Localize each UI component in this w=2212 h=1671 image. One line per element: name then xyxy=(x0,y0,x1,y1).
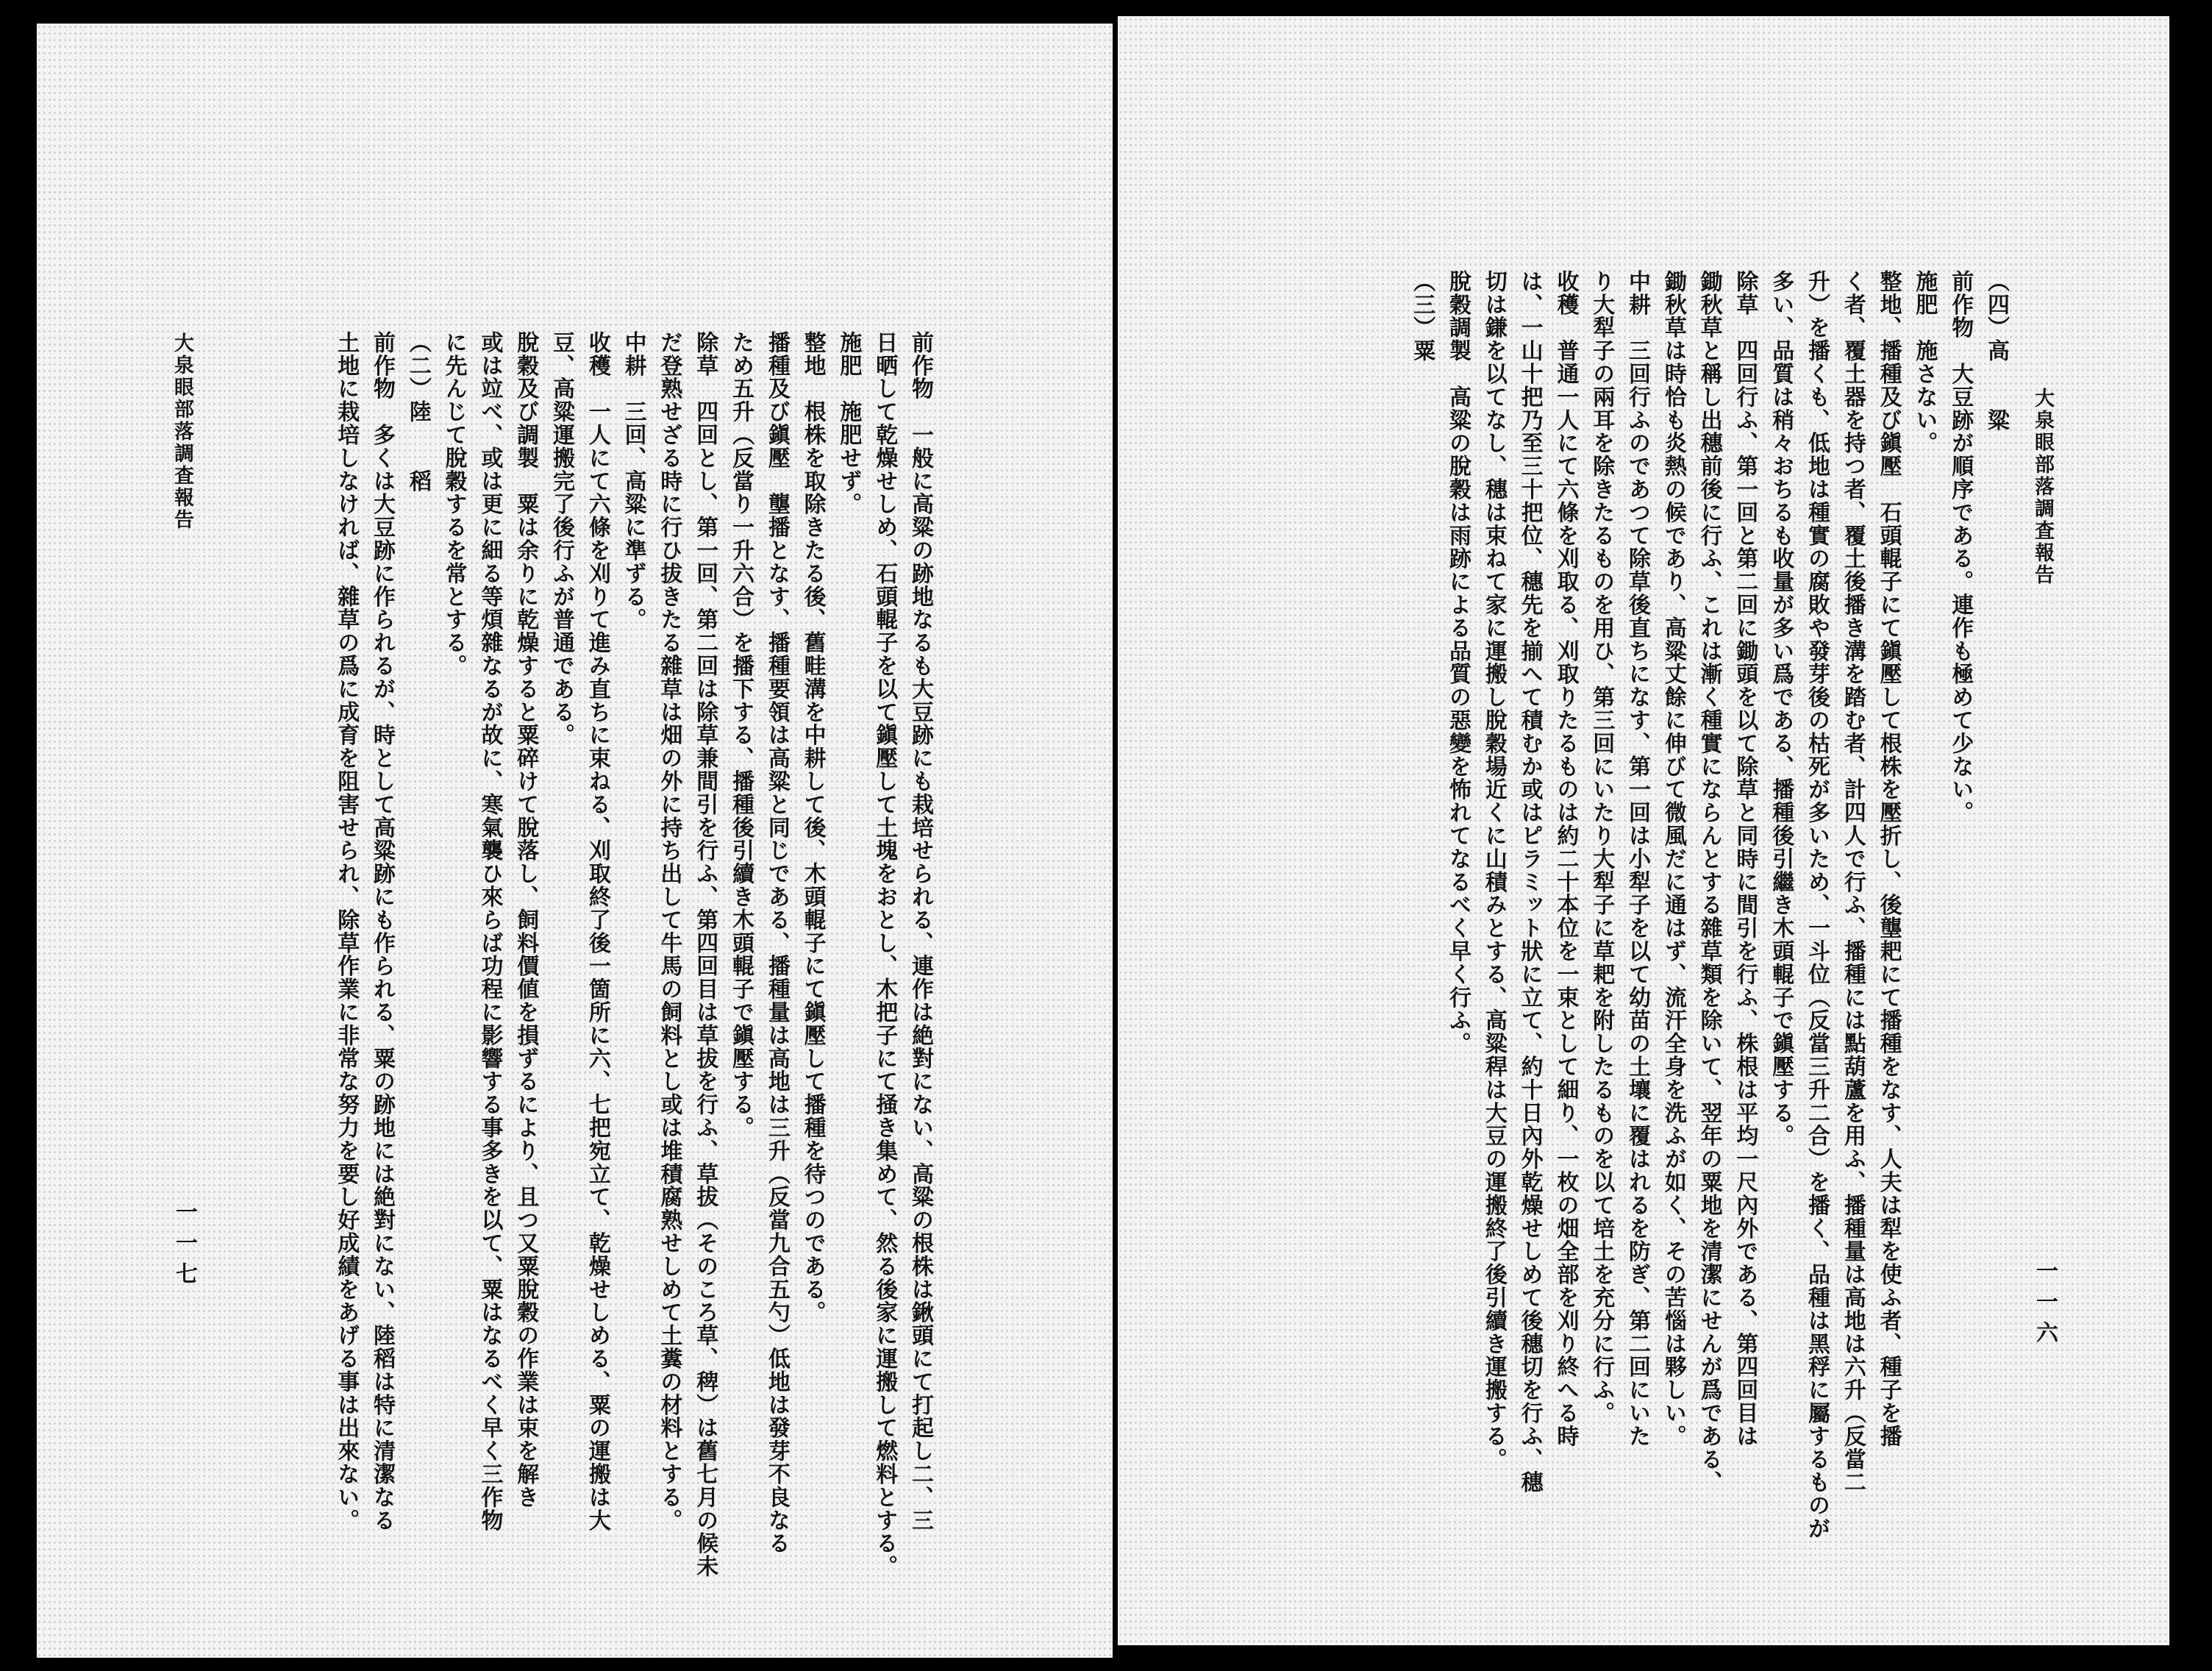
text-line: 脫穀調製 高粱の脫穀は雨跡による品質の惡變を怖れてなるべく早く行ふ。 xyxy=(1445,270,1471,1055)
text-line: だ登熟せざる時に行ひ拔きたる雜草は畑の外に持ち出して牛馬の飼料とし或は堆積腐熟せしめて土糞の材料とする。 xyxy=(656,331,682,1532)
text-line: 鋤秋草と稱し出穗前後に行ふ、これは漸く種實にならんとする雜草類を除いて、翌年の粟地を清潔にせんが爲である、 xyxy=(1696,270,1722,1494)
running-head: 大泉眼部落調査報告 xyxy=(2031,388,2054,586)
body-text xyxy=(1403,270,2013,1540)
text-line: 土地に栽培しなければ、雜草の爲に成育を阻害せられ、除草作業に非常な努力を要し好成績をあげる事は出來ない。 xyxy=(333,331,360,1532)
text-line: 前作物 多くは大豆跡に作られるが、時として高粱跡にも作られる、粟の跡地には絶對にない、陸稻は特に清潔なる xyxy=(369,331,396,1532)
text-line: 切は鎌を以てなし、穗は束ねて家に運搬し脫穀場近くに山積みとする、高粱稈は大豆の運搬終了後引續き運搬する。 xyxy=(1480,270,1507,1471)
page-number: 一一六 xyxy=(2032,1259,2058,1352)
text-line: 收穫 一人にて六條を刈りて進み直ちに束ねる、刈取終了後一箇所に六、七把宛立て、乾燥せしめる、粟の運搬は大 xyxy=(584,331,610,1532)
text-line: 脫穀及び調製 粟は余りに乾燥すると粟碎けて脫落し、飼料價値を損ずるにより、且つ又粟脫穀の作業は束を解き xyxy=(513,331,539,1509)
text-line: 升）を播くも、低地は種實の腐敗や發芽後の枯死が多いため、一斗位（反當三升二合）を播く、品種は黑稃に屬するものが xyxy=(1804,270,1830,1540)
text-line: 除草 四回行ふ、第一回と第二回に鋤頭を以て除草と同時に間引を行ふ、株根は平均一尺內外である、第四回目は xyxy=(1732,270,1758,1448)
text-line: は、一山十把乃至三十把位、穗先を揃へて積むか或はピラミット狀に立て、約十日內外乾燥せしめて後穗切を行ふ、穗 xyxy=(1516,270,1543,1494)
text-line: ため五升（反當り一升六合）を播下する、播種後引續き木頭輥子で鎭壓する。 xyxy=(728,331,754,1139)
text-line: 整地、播種及び鎭壓 石頭輥子にて鎭壓して根株を壓折し、後壟耙にて播種をなす、人夫は犁を使ふ者、種子を播 xyxy=(1875,270,1902,1448)
text-line: 中耕 三回、高粱に準ずる。 xyxy=(620,331,646,632)
page-number: 一一七 xyxy=(171,1200,197,1293)
text-line: 豆、高粱運搬完了後行ふが普通である。 xyxy=(549,331,575,747)
text-line: に先んじて脫穀するを常とする。 xyxy=(440,331,467,677)
running-head: 大泉眼部落調査報告 xyxy=(171,332,193,531)
text-line: 施肥 施肥せず。 xyxy=(835,331,862,516)
section-heading: （四）高 粱 xyxy=(1983,270,2009,432)
text-line: 整地 根株を取除きたる後、舊畦溝を中耕して後、木頭輥子にて鎭壓して播種を待つのである。 xyxy=(799,331,826,1325)
text-line: 鋤秋草は時恰も炎熱の候であり、高粱丈餘に伸びて微風だに通はず、流汗全身を洗ふが如く、その苦惱は夥しい。 xyxy=(1660,270,1686,1448)
right-page xyxy=(1118,16,2169,1645)
text-line: 多い、品質は稍々おちるも收量が多い爲である、播種後引繼き木頭輥子で鎭壓する。 xyxy=(1768,270,1794,1148)
text-line: 除草 四回とし、第一回、第二回は除草兼間引を行ふ、第四回目は草拔を行ふ、草拔（そのころ草、稗）は舊七月の候未 xyxy=(692,331,718,1578)
text-line: 或は竝べ、或は更に細る等煩雜なるが故に、寒氣襲ひ來らば功程に影響する事多きを以て、粟はなるべく早く三作物 xyxy=(477,331,503,1532)
body-text xyxy=(327,331,938,1578)
text-line: り大犁子の兩耳を除きたるものを用ひ、第三回にいたり大犁子に草耙を附したるものを以て培土を充分に行ふ。 xyxy=(1588,270,1615,1425)
text-line: く者、覆土器を持つ者、覆土後播き溝を踏む者、計四人で行ふ、播種には點葫蘆を用ふ、播種量は高地は六升（反當二 xyxy=(1839,270,1866,1494)
text-line: 中耕 三回行ふのであつて除草後直ちになす、第一回は小犁子を以て幼苗の土壤に覆はれるを防ぎ、第二回にいた xyxy=(1624,270,1651,1448)
text-line: 日晒して乾燥せしめ、石頭輥子を以て鎭壓して土塊をおとし、木把子にて掻き集めて、然る後家に運搬して燃料とする。 xyxy=(871,331,898,1578)
text-line: 前作物 一般に高粱の跡地なるも大豆跡にも栽培せられる、連作は絶對にない、高粱の根株は鍬頭にて打起し二、三 xyxy=(907,331,933,1532)
book-spine xyxy=(1113,0,1118,1671)
text-line: 前作物 大豆跡が順序である。連作も極めて少ない。 xyxy=(1947,270,1974,824)
section-heading: （二）陸 稻 xyxy=(404,331,431,493)
left-page xyxy=(37,24,1113,1658)
text-line: 播種及び鎭壓 壟播となす、播種要領は高粱と同じである、播種量は高地は三升（反當九合五勺）低地は發芽不良なる xyxy=(763,331,790,1556)
text-line: 施肥 施さない。 xyxy=(1911,270,1938,455)
text-line: 收穫 普通一人にて六條を刈取る、刈取りたるものは約二十本位を一束として細り、一枚の畑全部を刈り終へる時 xyxy=(1552,270,1579,1448)
section-heading: （三）粟 xyxy=(1409,270,1435,363)
